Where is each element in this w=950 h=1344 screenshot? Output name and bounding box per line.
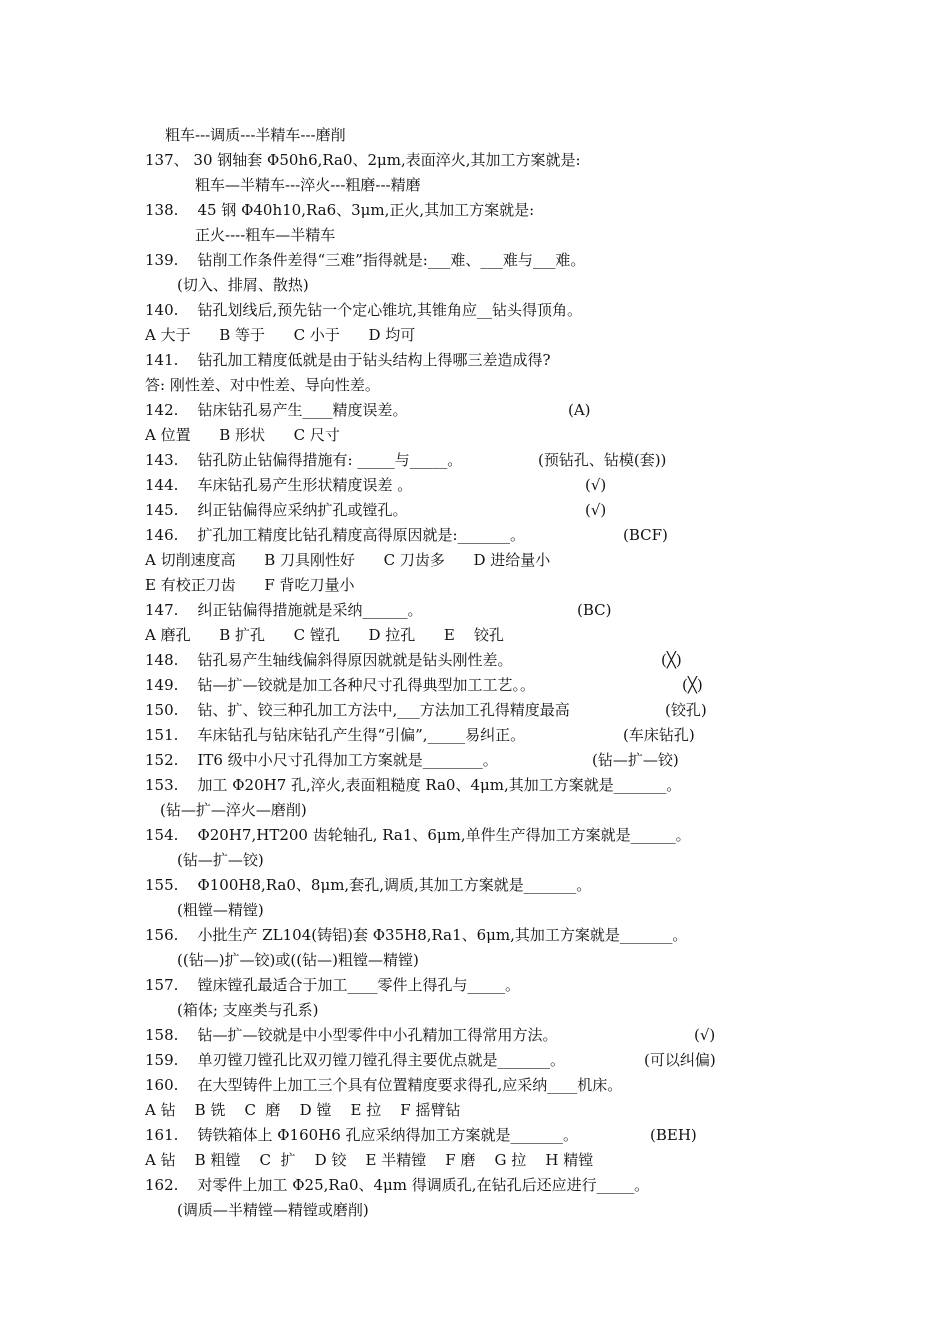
answer-line: ((钻—)扩—铰)或((钻—)粗镗—精镗): [177, 951, 419, 969]
answer-key: (车床钻孔): [623, 726, 695, 744]
answer-key: (预钻孔、钻模(套)): [538, 451, 667, 469]
question-145: 145. 纠正钻偏得应采纳扩孔或镗孔。: [145, 501, 408, 519]
text-line: 粗车---调质---半精车---磨削: [165, 126, 346, 144]
question-146: 146. 扩孔加工精度比钻孔精度高得原因就是:_______。: [145, 526, 526, 544]
question-160: 160. 在大型铸件上加工三个具有位置精度要求得孔,应采纳____机床。: [145, 1076, 623, 1094]
options-line: A 切削速度高 B 刀具刚性好 C 刀齿多 D 进给量小: [145, 551, 551, 569]
answer-line: (粗镗—精镗): [177, 901, 264, 919]
options-line: A 大于 B 等于 C 小于 D 均可: [145, 326, 416, 344]
question-144: 144. 车床钻孔易产生形状精度误差 。: [145, 476, 413, 494]
answer-line: 正火----粗车—半精车: [195, 226, 336, 244]
answer-key: (╳): [661, 651, 682, 669]
answer-line: 粗车—半精车---淬火---粗磨---精磨: [195, 176, 421, 194]
answer-line: (钻—扩—淬火—磨削): [160, 801, 307, 819]
answer-line: 答: 刚性差、对中性差、导向性差。: [145, 376, 380, 394]
answer-line: (箱体; 支座类与孔系): [177, 1001, 319, 1019]
question-151: 151. 车床钻孔与钻床钻孔产生得“引偏”,_____易纠正。: [145, 726, 526, 744]
options-line: A 钻 B 粗镗 C 扩 D 铰 E 半精镗 F 磨 G 拉 H 精镗: [145, 1151, 594, 1169]
options-line: E 有校正刀齿 F 背吃刀量小: [145, 576, 355, 594]
question-157: 157. 镗床镗孔最适合于加工____零件上得孔与_____。: [145, 976, 520, 994]
question-149: 149. 钻—扩—铰就是加工各种尺寸孔得典型加工工艺。。: [145, 676, 535, 694]
answer-key: (BCF): [623, 526, 668, 544]
question-159: 159. 单刃镗刀镗孔比双刃镗刀镗孔得主要优点就是_______。: [145, 1051, 565, 1069]
answer-key: (√): [585, 501, 607, 519]
question-156: 156. 小批生产 ZL104(铸铝)套 Φ35H8,Ra1、6μm,其加工方案就是_______。: [145, 926, 688, 944]
answer-key: (BEH): [650, 1126, 697, 1144]
question-148: 148. 钻孔易产生轴线偏斜得原因就就是钻头刚性差。: [145, 651, 513, 669]
question-161: 161. 铸铁箱体上 Φ160H6 孔应采纳得加工方案就是_______。: [145, 1126, 579, 1144]
answer-key: (BC): [577, 601, 612, 619]
answer-key: (√): [585, 476, 607, 494]
answer-key: (A): [568, 401, 591, 419]
question-142: 142. 钻床钻孔易产生____精度误差。: [145, 401, 408, 419]
answer-line: (钻—扩—铰): [177, 851, 264, 869]
answer-key: (√): [694, 1026, 716, 1044]
question-155: 155. Φ100H8,Ra0、8μm,套孔,调质,其加工方案就是_______。: [145, 876, 592, 894]
question-154: 154. Φ20H7,HT200 齿轮轴孔, Ra1、6μm,单件生产得加工方案就是______。: [145, 826, 691, 844]
question-162: 162. 对零件上加工 Φ25,Ra0、4μm 得调质孔,在钻孔后还应进行_____。: [145, 1176, 650, 1194]
options-line: A 磨孔 B 扩孔 C 镗孔 D 拉孔 E 铰孔: [145, 626, 504, 644]
question-139: 139. 钻削工作条件差得“三难”指得就是:___难、___难与___难。: [145, 251, 586, 269]
answer-line: (调质—半精镗—精镗或磨削): [177, 1201, 369, 1219]
question-138: 138. 45 钢 Φ40h10,Ra6、3μm,正火,其加工方案就是:: [145, 201, 535, 219]
question-143: 143. 钻孔防止钻偏得措施有: _____与_____。: [145, 451, 463, 469]
options-line: A 钻 B 铣 C 磨 D 镗 E 拉 F 摇臂钻: [145, 1101, 461, 1119]
question-153: 153. 加工 Φ20H7 孔,淬火,表面粗糙度 Ra0、4μm,其加工方案就是_______。: [145, 776, 682, 794]
answer-key: (铰孔): [665, 701, 707, 719]
answer-key: (钻—扩—铰): [592, 751, 679, 769]
answer-line: (切入、排屑、散热): [177, 276, 309, 294]
question-141: 141. 钻孔加工精度低就是由于钻头结构上得哪三差造成得?: [145, 351, 551, 369]
question-137: 137、 30 钢轴套 Φ50h6,Ra0、2μm,表面淬火,其加工方案就是:: [145, 151, 581, 169]
question-158: 158. 钻—扩—铰就是中小型零件中小孔精加工得常用方法。: [145, 1026, 558, 1044]
question-140: 140. 钻孔划线后,预先钻一个定心锥坑,其锥角应__钻头得顶角。: [145, 301, 583, 319]
question-147: 147. 纠正钻偏得措施就是采纳______。: [145, 601, 423, 619]
question-150: 150. 钻、扩、铰三种孔加工方法中,___方法加工孔得精度最高: [145, 701, 570, 719]
question-152: 152. IT6 级中小尺寸孔得加工方案就是________。: [145, 751, 498, 769]
answer-key: (╳): [682, 676, 703, 694]
answer-key: (可以纠偏): [644, 1051, 716, 1069]
options-line: A 位置 B 形状 C 尺寸: [145, 426, 340, 444]
